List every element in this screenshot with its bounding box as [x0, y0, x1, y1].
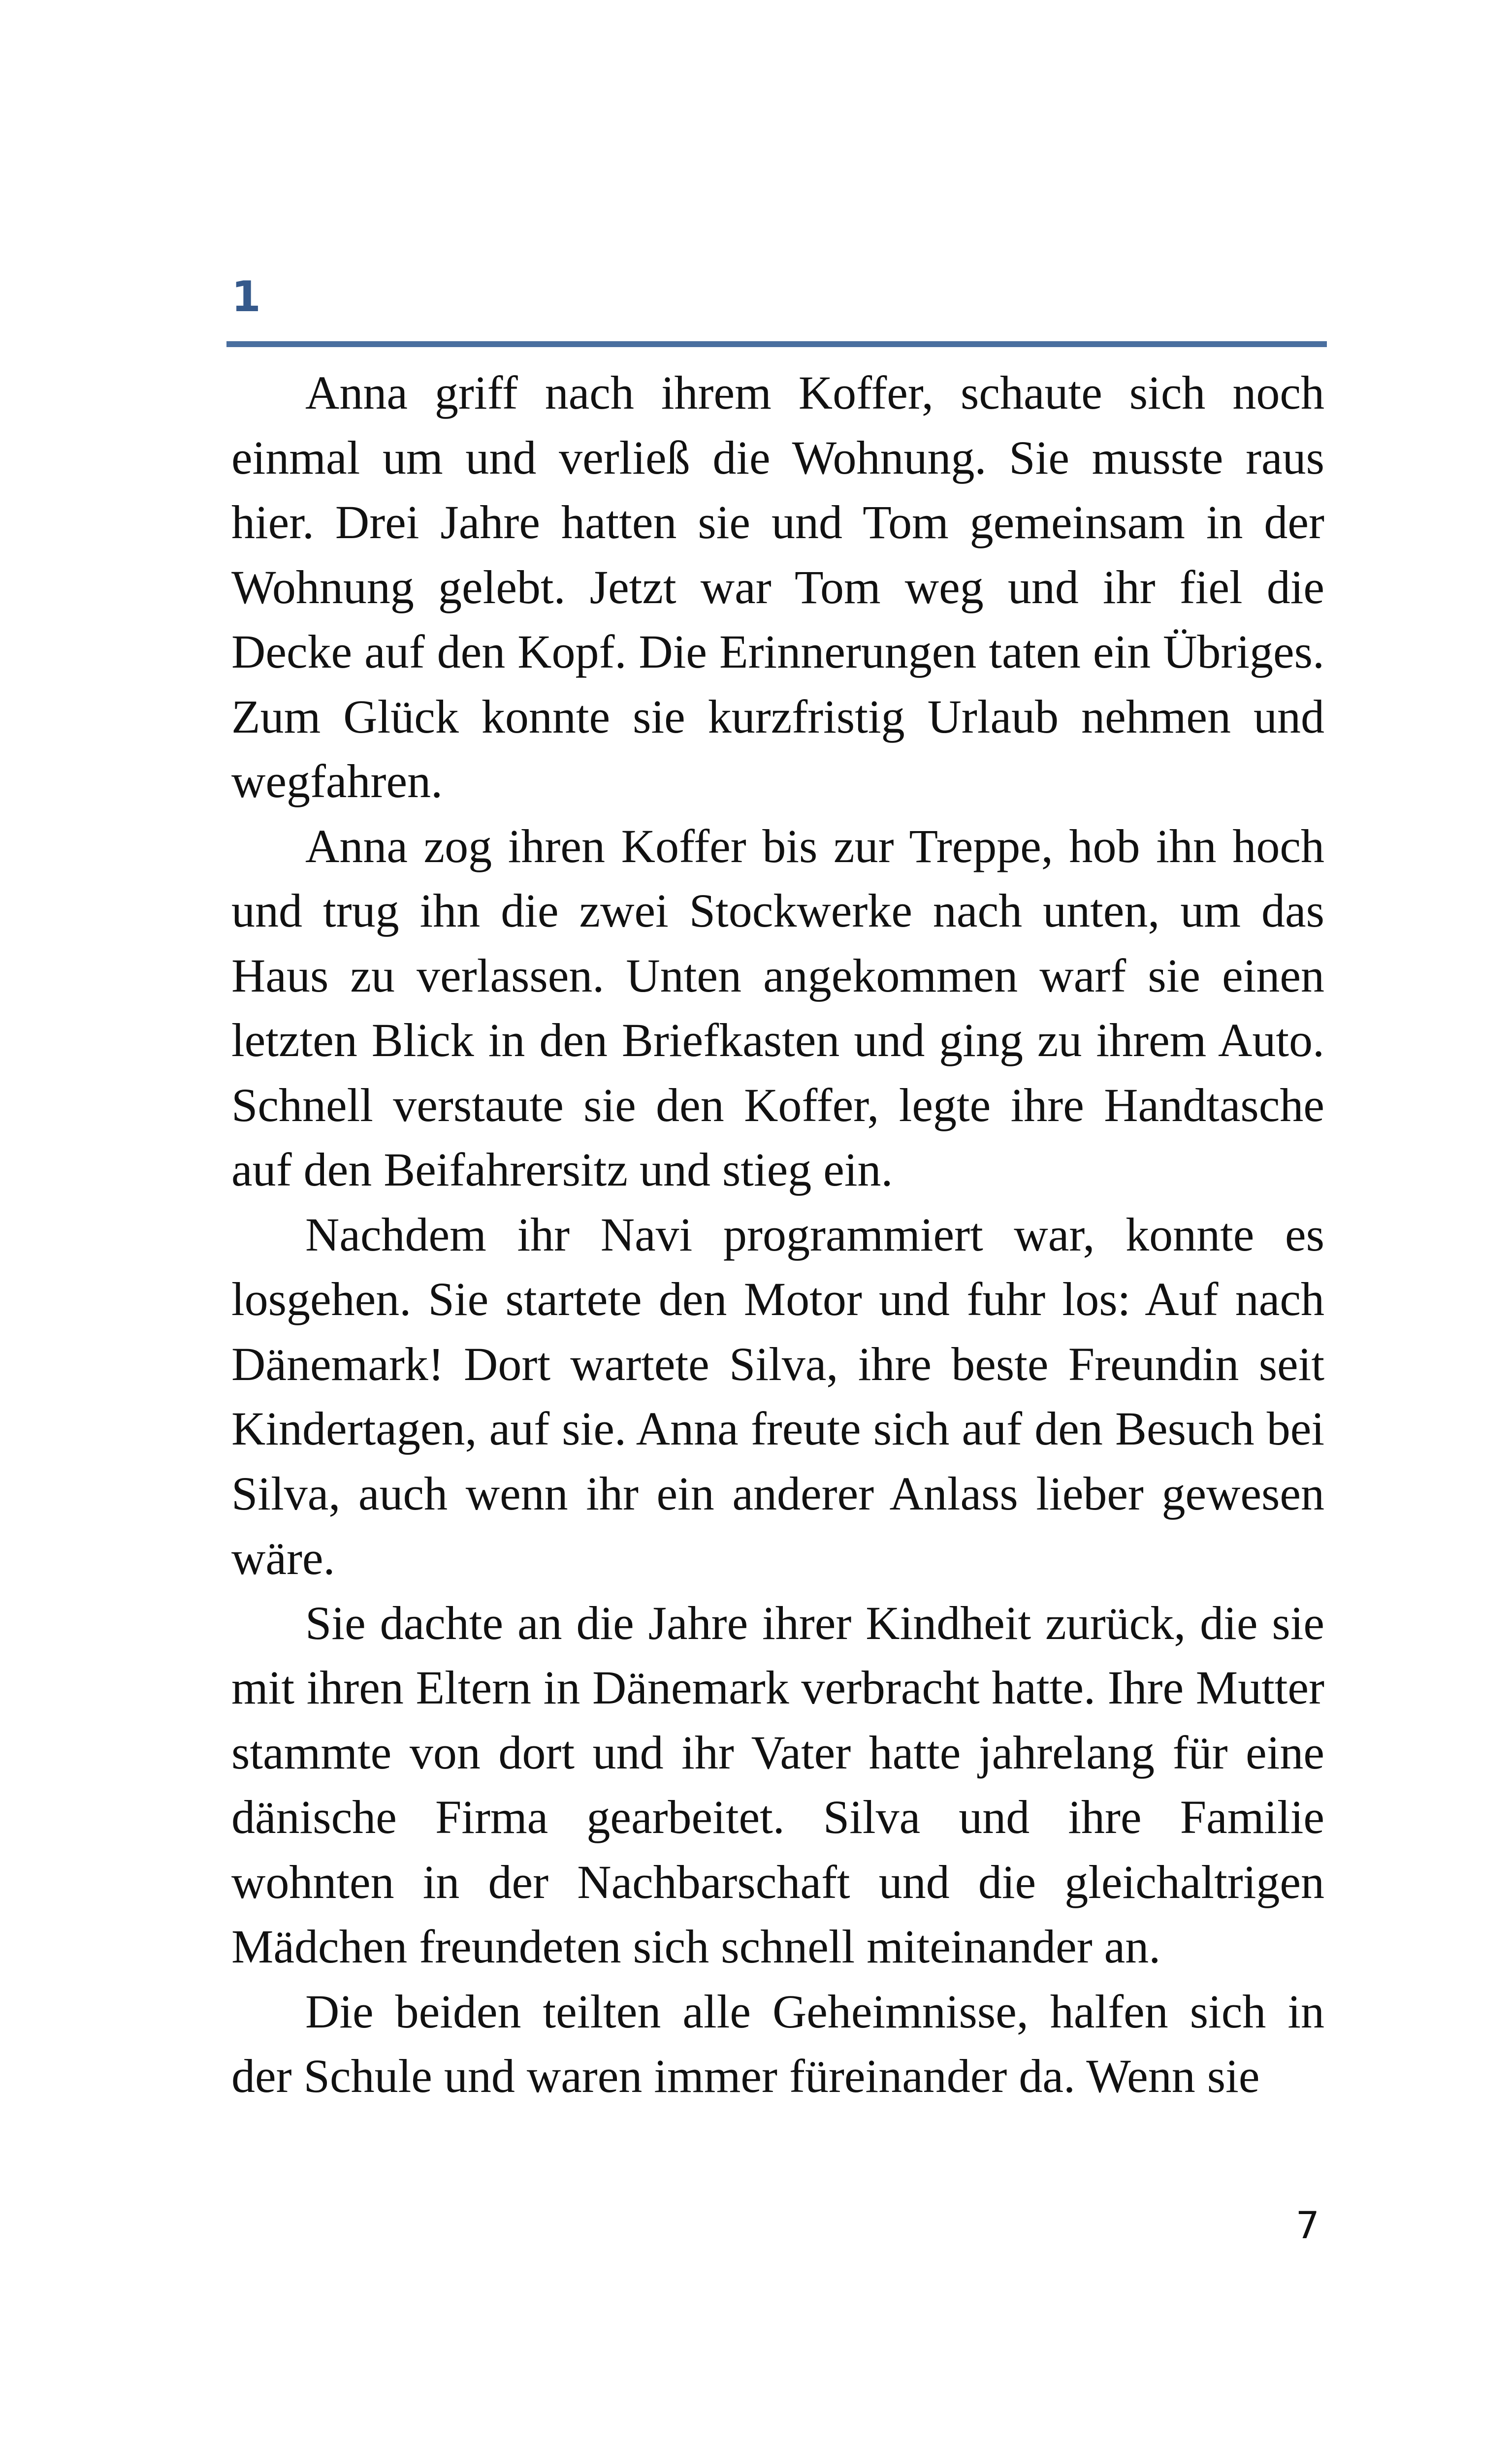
paragraph: Anna zog ihren Koffer bis zur Treppe, hob ihn hoch und trug ihn die zwei Stockwerke nach unten, um das Haus zu verlassen. Unten angekommen warf sie einen letzten Blick in den Briefkasten und ging zu ihrem Auto. Schnell verstaute sie den Koffer, legte ihre Handtasche auf den Beifahrersitz und stieg ein.: [231, 819, 1324, 1196]
page-number: 7: [1295, 2203, 1319, 2247]
paragraph: Anna griff nach ihrem Koffer, schaute sich noch einmal um und verließ die Wohnung. Sie musste raus hier. Drei Jahre hatten sie und Tom gemeinsam in der Wohnung gelebt. Jetzt war Tom weg und ihr fiel die Decke auf den Kopf. Die Erinnerungen taten ein Übriges. Zum Glück konnte sie kurzfristig Urlaub nehmen und wegfahren.: [231, 366, 1324, 807]
paragraph: Sie dachte an die Jahre ihrer Kindheit zurück, die sie mit ihren Eltern in Dänemark verbracht hatte. Ihre Mutter stammte von dort und ihr Vater hatte jahrelang für eine dänische Firma gearbeitet. Silva und ihre Familie wohnten in der Nachbarschaft und die gleichaltrigen Mädchen freundeten sich schnell miteinander an.: [231, 1596, 1324, 1973]
chapter-number: 1: [231, 272, 261, 321]
chapter-body: [231, 360, 1324, 2109]
paragraph: Die beiden teilten alle Geheimnisse, halfen sich in der Schule und waren immer füreinander da. Wenn sie: [231, 1985, 1324, 2102]
chapter-divider: [226, 341, 1327, 347]
paragraph: Nachdem ihr Navi programmiert war, konnte es losgehen. Sie startete den Motor und fuhr los: Auf nach Dänemark! Dort wartete Silva, ihre beste Freundin seit Kindertagen, auf sie. Anna freute sich auf den Besuch bei Silva, auch wenn ihr ein anderer Anlass lieber gewesen wäre.: [231, 1208, 1324, 1584]
